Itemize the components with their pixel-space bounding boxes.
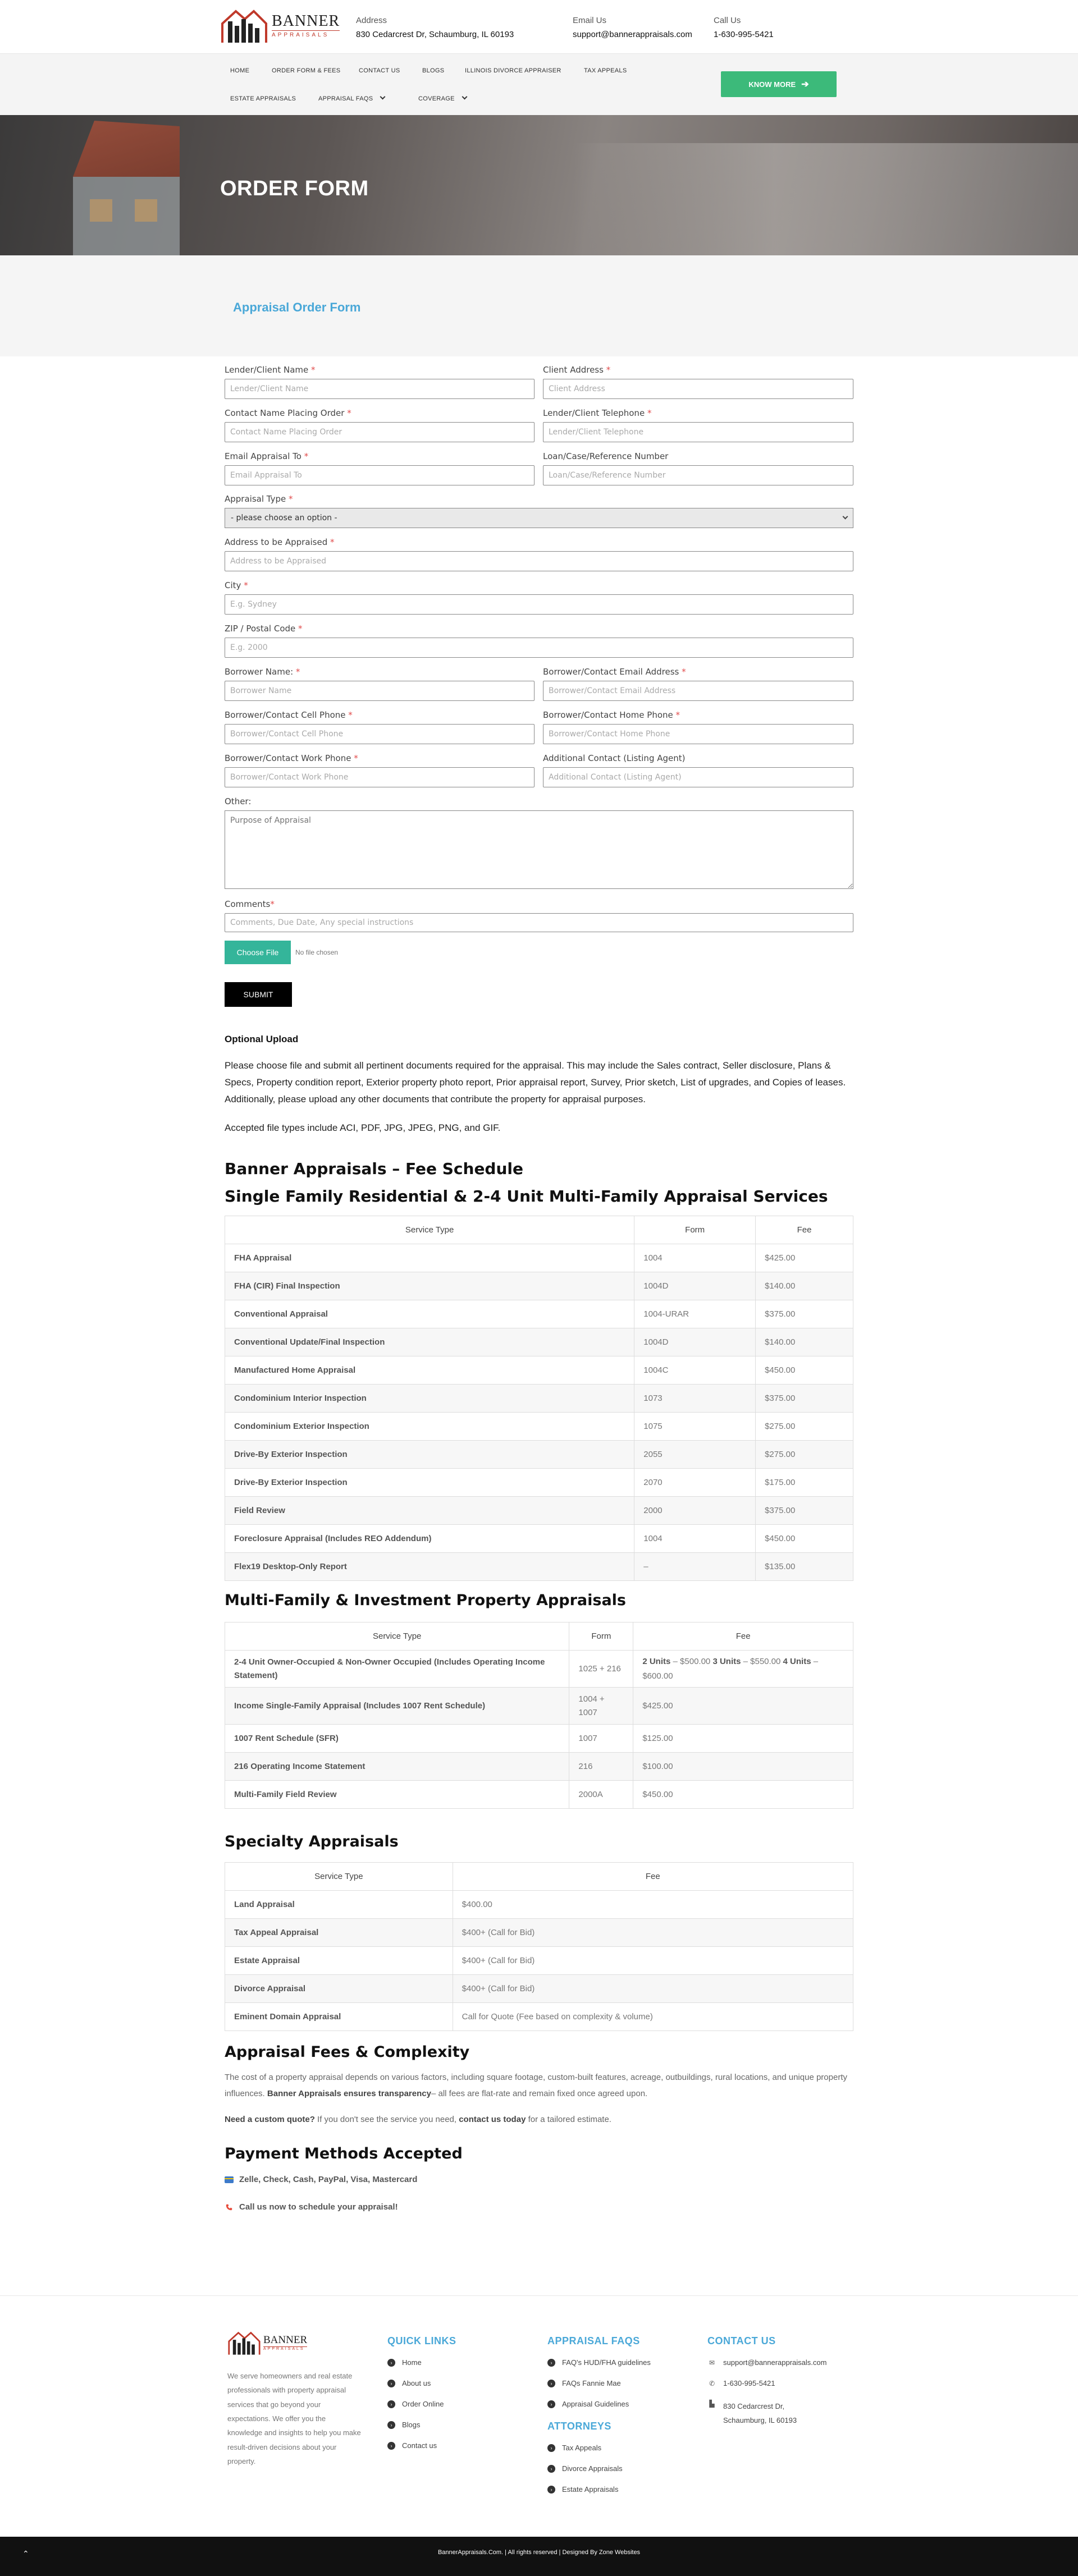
address-field: Address to be Appraised * Address to be Appraised <box>225 537 853 571</box>
work-phone-input[interactable] <box>225 767 535 787</box>
logo-subtitle: APPRAISALS <box>272 30 340 38</box>
page-title: ORDER FORM <box>220 177 369 200</box>
table-row: Conventional Appraisal 1004-URAR $375.00 <box>225 1300 853 1328</box>
scroll-top-icon[interactable]: ⌃ <box>22 2549 29 2558</box>
column-header: Fee <box>756 1216 853 1244</box>
table-row: Multi-Family Field Review 2000A $450.00 <box>225 1781 853 1809</box>
table-row: Field Review 2000 $375.00 <box>225 1497 853 1525</box>
table-row: Income Single-Family Appraisal (Includes 1007 Rent Schedule) 1004 + 1007 $425.00 <box>225 1688 853 1725</box>
table-row: FHA (CIR) Final Inspection 1004D $140.00 <box>225 1272 853 1300</box>
accepted-types: Accepted file types include ACI, PDF, JPG, JPEG, PNG, and GIF. <box>225 1122 501 1134</box>
submit-button[interactable]: SUBMIT <box>225 982 292 1007</box>
phone-icon <box>225 2204 234 2211</box>
nav-appraisal-faqs[interactable] <box>318 95 385 102</box>
arrow-circle-icon: › <box>387 2421 395 2429</box>
know-more-label: KNOW MORE <box>748 80 796 89</box>
footer-link-faq-fannie[interactable]: › FAQs Fannie Mae <box>547 2379 651 2387</box>
lender-name-input[interactable] <box>225 379 535 399</box>
arrow-circle-icon: › <box>547 2444 555 2452</box>
payment-methods: Zelle, Check, Cash, PayPal, Visa, Mastercard <box>225 2175 853 2184</box>
payment-title: Payment Methods Accepted <box>225 2145 463 2162</box>
email-to-field: Email Appraisal To * Email Appraisal To <box>225 451 535 485</box>
email-info <box>573 16 692 39</box>
city-input[interactable] <box>225 594 853 615</box>
footer-link-faq-hud[interactable]: › FAQ's HUD/FHA guidelines <box>547 2358 651 2367</box>
home-phone-field: Borrower/Contact Home Phone * Borrower/Contact Home Phone <box>543 710 853 744</box>
work-phone-field: Borrower/Contact Work Phone * Borrower/Contact Work Phone <box>225 753 535 787</box>
field-label: Appraisal Type <box>225 494 286 504</box>
footer-link-order[interactable]: › Order Online <box>387 2400 456 2408</box>
attorneys-title: ATTORNEYS <box>547 2421 611 2432</box>
comments-field: Comments* Comments, Due Date, Any special instructions <box>225 899 853 932</box>
field-label: Client Address <box>543 365 604 375</box>
address-input[interactable] <box>225 551 853 571</box>
specialty-section <box>225 1833 853 1850</box>
nav-blogs[interactable]: BLOGS <box>422 67 445 74</box>
logo-house-icon <box>227 2330 261 2355</box>
field-label: City <box>225 580 241 590</box>
cell-phone-field: Borrower/Contact Cell Phone * Borrower/Contact Cell Phone <box>225 710 535 744</box>
logo[interactable] <box>220 7 340 44</box>
column-header: Form <box>569 1622 633 1651</box>
form-header <box>0 255 1078 356</box>
table-row: 2-4 Unit Owner-Occupied & Non-Owner Occupied (Includes Operating Income Statement) 1025 + 216 2 Units – $500.00 3 Units – $550.00 4 Units – $600.00 <box>225 1651 853 1688</box>
call-to-schedule: Call us now to schedule your appraisal! <box>225 2202 853 2212</box>
payment-section <box>225 2145 853 2212</box>
contact-name-field: Contact Name Placing Order * Contact Name Placing Order <box>225 408 535 442</box>
table-row: Drive-By Exterior Inspection 2055 $275.00 <box>225 1441 853 1469</box>
additional-contact-field <box>543 753 853 787</box>
upload-section <box>225 1034 853 1136</box>
contact-us-link[interactable]: contact us today <box>459 2115 526 2124</box>
logo-title: BANNER <box>272 12 340 30</box>
zip-field: ZIP / Postal Code * E.g. 2000 <box>225 624 853 658</box>
arrow-circle-icon: › <box>547 2380 555 2387</box>
chevron-down-icon <box>843 514 848 519</box>
address-value: 830 Cedarcrest Dr, Schaumburg, IL 60193 <box>356 30 514 39</box>
footer-quick-links <box>387 2335 456 2462</box>
custom-quote-text: Need a custom quote? If you don't see the service you need, contact us today for a tailored estimate. <box>225 2115 611 2124</box>
column-header: Service Type <box>225 1216 634 1244</box>
copyright: BannerAppraisals.Com. | All rights reserved | Designed By Zone Websites <box>437 2549 641 2556</box>
complexity-text: The cost of a property appraisal depends on various factors, including square footage, custom-built features, acreage, outbuildings, rural locations, and unique property influences. Banner Appraisals ensures transparency– all fees are flat-rate and remain fixed once agreed upon. <box>225 2073 847 2098</box>
arrow-circle-icon: › <box>387 2359 395 2367</box>
zip-input[interactable] <box>225 638 853 658</box>
table-row: Drive-By Exterior Inspection 2070 $175.00 <box>225 1469 853 1497</box>
footer <box>0 2295 1078 2537</box>
arrow-circle-icon: › <box>547 2400 555 2408</box>
table-row: Tax Appeal Appraisal $400+ (Call for Bid) <box>225 1919 853 1947</box>
footer-about <box>227 2330 362 2468</box>
borrower-name-input[interactable] <box>225 681 535 701</box>
column-header: Fee <box>453 1863 853 1891</box>
arrow-circle-icon: › <box>547 2359 555 2367</box>
table-row: 1007 Rent Schedule (SFR) 1007 $125.00 <box>225 1725 853 1753</box>
main-nav <box>0 53 1078 115</box>
footer-link-contact[interactable]: › Contact us <box>387 2441 456 2450</box>
field-label: Contact Name Placing Order <box>225 408 345 418</box>
call-label: Call Us <box>714 16 741 25</box>
chevron-down-icon <box>380 94 386 100</box>
credit-card-icon <box>225 2176 234 2183</box>
table-row: Divorce Appraisal $400+ (Call for Bid) <box>225 1975 853 2003</box>
field-label: Other: <box>225 796 252 806</box>
nav-estate-appraisals[interactable]: ESTATE APPRAISALS <box>230 95 296 102</box>
faqs-title: APPRAISAL FAQS <box>547 2335 640 2346</box>
multi-family-title: Multi-Family & Investment Property Appraisals <box>225 1592 626 1609</box>
lender-phone-field: Lender/Client Telephone * Lender/Client Telephone <box>543 408 853 442</box>
cell-phone-input[interactable] <box>225 724 535 744</box>
footer-link-blogs[interactable]: › Blogs <box>387 2421 456 2429</box>
arrow-right-icon: ➔ <box>801 80 809 89</box>
file-upload <box>225 941 338 964</box>
column-header: Form <box>634 1216 756 1244</box>
email-label: Email Us <box>573 16 607 25</box>
table-row: Flex19 Desktop-Only Report – $135.00 <box>225 1553 853 1581</box>
footer-about-text: We serve homeowners and real estate professionals with property appraisal services that go beyond your expectations. We offer you the knowledge and insights to help you make result-driven decisions about your property. <box>227 2372 361 2466</box>
multi-family-section <box>225 1592 853 1609</box>
building-icon: ▙ <box>709 2400 715 2408</box>
field-label: Borrower/Contact Work Phone <box>225 753 351 763</box>
footer-link-home[interactable]: › Home <box>387 2358 456 2367</box>
table-row: FHA Appraisal 1004 $425.00 <box>225 1244 853 1272</box>
footer-phone[interactable]: ✆ 1-630-995-5421 <box>707 2379 830 2387</box>
table-row: Condominium Interior Inspection 1073 $375.00 <box>225 1385 853 1413</box>
loan-ref-input[interactable] <box>543 465 853 485</box>
arrow-circle-icon: › <box>547 2486 555 2494</box>
nav-divorce-appraiser[interactable]: ILLINOIS DIVORCE APPRAISER <box>465 67 561 74</box>
know-more-button[interactable] <box>721 71 837 97</box>
field-label: Borrower/Contact Email Address <box>543 667 679 677</box>
lender-phone-input[interactable] <box>543 422 853 442</box>
arrow-circle-icon: › <box>547 2465 555 2473</box>
fee-schedule-title: Banner Appraisals – Fee Schedule <box>225 1159 523 1178</box>
table-row: Estate Appraisal $400+ (Call for Bid) <box>225 1947 853 1975</box>
file-status: No file chosen <box>295 948 339 956</box>
hero-banner <box>0 115 1078 255</box>
home-phone-input[interactable] <box>543 724 853 744</box>
column-header: Fee <box>633 1622 853 1651</box>
field-label: Lender/Client Name <box>225 365 309 375</box>
borrower-email-field: Borrower/Contact Email Address * Borrower/Contact Email Address <box>543 667 853 701</box>
lender-name-field: Lender/Client Name * Lender/Client Name <box>225 365 535 399</box>
complexity-section <box>225 2043 853 2128</box>
call-info <box>714 16 774 39</box>
house-image <box>73 121 180 255</box>
address-label: Address <box>356 16 387 25</box>
footer-logo[interactable]: BANNER APPRAISALS <box>227 2330 362 2355</box>
phone-icon: ✆ <box>709 2379 715 2387</box>
select-value: - please choose an option - <box>231 514 337 522</box>
complexity-title: Appraisal Fees & Complexity <box>225 2043 470 2061</box>
table-row: Eminent Domain Appraisal Call for Quote (Fee based on complexity & volume) <box>225 2003 853 2031</box>
comments-input[interactable] <box>225 913 853 932</box>
upload-text: Please choose file and submit all pertinent documents required for the appraisal. This may include the Sales contract, Seller disclosure, Plans & Specs, Property condition report, Exterior property photo report, Prior appraisal report, Survey, Prior sketch, List of upgrades, and Copies of leases. Additionally, please upload any other documents that contribute the property for appraisal purposes. <box>225 1060 846 1104</box>
top-bar <box>0 0 1078 53</box>
contact-title: CONTACT US <box>707 2335 776 2346</box>
chevron-down-icon <box>462 94 467 100</box>
nav-home[interactable]: HOME <box>230 67 250 74</box>
table-row: Manufactured Home Appraisal 1004C $450.00 <box>225 1356 853 1385</box>
form-title: Appraisal Order Form <box>233 300 361 314</box>
table-row: Foreclosure Appraisal (Includes REO Addendum) 1004 $450.00 <box>225 1525 853 1553</box>
loan-ref-field <box>543 451 853 485</box>
logo-house-icon <box>220 7 268 44</box>
field-label: Comments <box>225 899 271 909</box>
arrow-circle-icon: › <box>387 2400 395 2408</box>
nav-coverage-label: COVERAGE <box>418 95 455 102</box>
field-label: ZIP / Postal Code <box>225 624 296 634</box>
nav-contact-us[interactable]: CONTACT US <box>359 67 400 74</box>
other-textarea[interactable] <box>225 810 853 889</box>
single-family-table <box>225 1216 853 1581</box>
borrower-email-input[interactable] <box>543 681 853 701</box>
field-label: Borrower/Contact Cell Phone <box>225 710 346 720</box>
email-link[interactable]: support@bannerappraisals.com <box>573 30 692 39</box>
client-address-input[interactable] <box>543 379 853 399</box>
column-header: Service Type <box>225 1622 569 1651</box>
arrow-circle-icon: › <box>387 2442 395 2450</box>
field-label: Borrower/Contact Home Phone <box>543 710 673 720</box>
field-label: Additional Contact (Listing Agent) <box>543 753 686 763</box>
address-info <box>356 16 514 39</box>
appraisal-type-field: Appraisal Type * - please choose an option - <box>225 494 853 528</box>
single-family-title: Single Family Residential & 2-4 Unit Multi-Family Appraisal Services <box>225 1187 828 1206</box>
multi-family-table <box>225 1622 853 1809</box>
email-to-input[interactable] <box>225 465 535 485</box>
field-label: Lender/Client Telephone <box>543 408 645 418</box>
field-label: Email Appraisal To <box>225 451 302 461</box>
table-row: 216 Operating Income Statement 216 $100.00 <box>225 1753 853 1781</box>
field-label: Loan/Case/Reference Number <box>543 451 669 461</box>
nav-order-form[interactable]: ORDER FORM & FEES <box>272 67 341 74</box>
table-row: Conventional Update/Final Inspection 1004D $140.00 <box>225 1328 853 1356</box>
footer-link-about[interactable]: › About us <box>387 2379 456 2387</box>
nav-coverage[interactable] <box>418 95 467 102</box>
bottom-bar <box>0 2537 1078 2576</box>
choose-file-button[interactable]: Choose File <box>225 941 291 964</box>
quick-links-title: QUICK LINKS <box>387 2335 456 2346</box>
fee-schedule <box>225 1159 853 1206</box>
specialty-title: Specialty Appraisals <box>225 1833 399 1850</box>
table-row: Land Appraisal $400.00 <box>225 1891 853 1919</box>
nav-tax-appeals[interactable]: TAX APPEALS <box>584 67 627 74</box>
arrow-circle-icon: › <box>387 2380 395 2387</box>
footer-link-tax-appeals[interactable]: › Tax Appeals <box>547 2444 651 2452</box>
specialty-table <box>225 1862 853 2031</box>
field-label: Borrower Name: <box>225 667 294 677</box>
city-field: City * E.g. Sydney <box>225 580 853 615</box>
contact-name-input[interactable] <box>225 422 535 442</box>
table-row: Condominium Exterior Inspection 1075 $275.00 <box>225 1413 853 1441</box>
footer-email[interactable]: ✉ support@bannerappraisals.com <box>707 2358 830 2367</box>
nav-appraisal-faqs-label: APPRAISAL FAQS <box>318 95 373 102</box>
envelope-icon: ✉ <box>709 2358 715 2367</box>
other-field <box>225 796 853 889</box>
footer-link-divorce[interactable]: › Divorce Appraisals <box>547 2464 651 2473</box>
upload-title: Optional Upload <box>225 1034 299 1044</box>
footer-faqs <box>547 2335 651 2506</box>
footer-contact <box>707 2335 830 2440</box>
phone-link[interactable]: 1-630-995-5421 <box>714 30 774 39</box>
footer-link-guidelines[interactable]: › Appraisal Guidelines <box>547 2400 651 2408</box>
footer-address: ▙ 830 Cedarcrest Dr, Schaumburg, IL 60193 <box>707 2400 830 2427</box>
borrower-name-field: Borrower Name: * Borrower Name <box>225 667 535 701</box>
field-label: Address to be Appraised <box>225 537 328 547</box>
appraisal-type-select[interactable] <box>225 508 853 528</box>
footer-link-estate[interactable]: › Estate Appraisals <box>547 2485 651 2494</box>
column-header: Service Type <box>225 1863 453 1891</box>
additional-contact-input[interactable] <box>543 767 853 787</box>
client-address-field: Client Address * Client Address <box>543 365 853 399</box>
